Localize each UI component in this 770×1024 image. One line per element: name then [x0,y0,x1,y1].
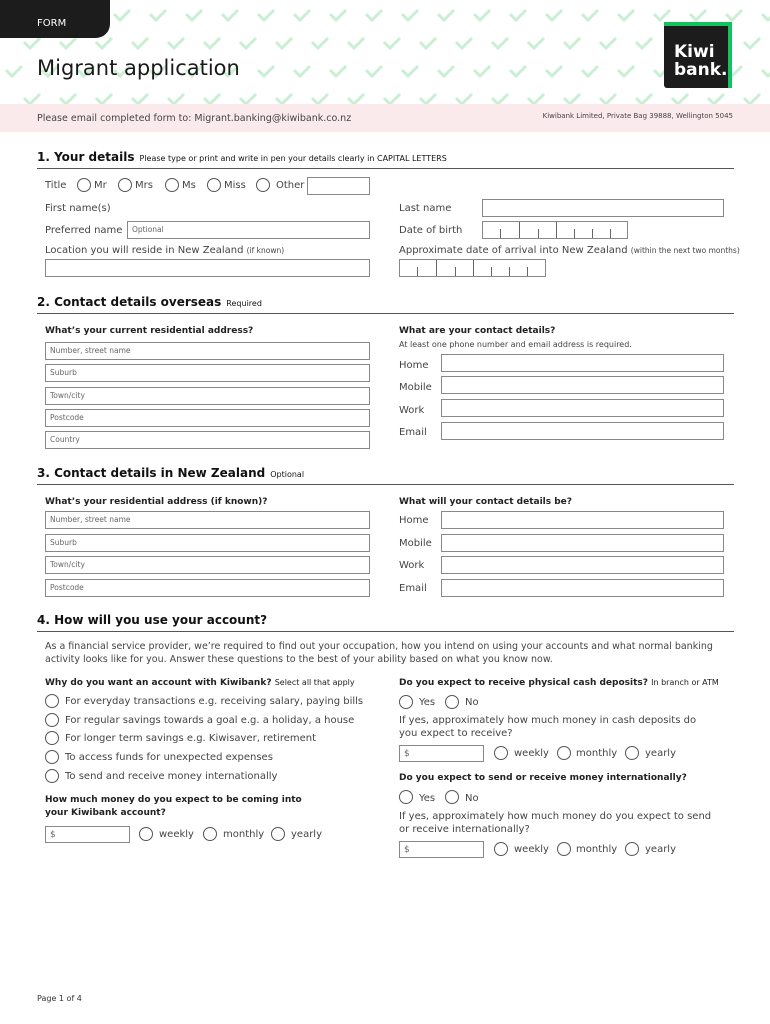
logo-line2: bank. [674,60,728,80]
cash-monthly-radio[interactable] [557,746,571,760]
nz-suburb-input[interactable]: Suburb [45,534,370,552]
page-title: Migrant application [37,56,240,80]
pattern-chevron [366,10,382,20]
pattern-chevron [690,10,706,20]
pattern-chevron [186,10,202,20]
intl-no-radio[interactable] [445,790,459,804]
pattern-chevron [366,66,382,76]
intl-yes-radio[interactable] [399,790,413,804]
cash-yearly-radio[interactable] [625,746,639,760]
title-ms-label: Ms [182,180,196,191]
pattern-chevron [96,94,112,104]
pattern-chevron [762,66,770,76]
pattern-chevron [60,94,76,104]
overseas-postcode-input[interactable]: Postcode [45,409,370,427]
pattern-chevron [582,66,598,76]
cash-amount-input[interactable]: $ [399,745,484,762]
last-name-label: Last name [399,203,452,214]
pattern-chevron [276,38,292,48]
section3-heading: 3. Contact details in New Zealand Optional [37,466,305,480]
pattern-chevron [204,94,220,104]
pattern-chevron [312,38,328,48]
yearly-label: yearly [645,748,677,759]
email-note: Please email completed form to: Migrant.banking@kiwibank.co.nz [37,113,352,124]
home-label: Home [399,515,429,526]
pattern-chevron [456,38,472,48]
pattern-chevron [240,38,256,48]
first-name-label: First name(s) [45,203,111,214]
pattern-chevron [618,66,634,76]
title-label: Title [45,180,67,191]
pattern-chevron [762,10,770,20]
pattern-chevron [276,94,292,104]
overseas-work-input[interactable] [441,399,724,417]
title-mrs-radio[interactable] [118,178,132,192]
pattern-chevron [600,38,616,48]
email-label: Email [399,427,427,438]
pattern-chevron [708,94,724,104]
pattern-chevron [240,94,256,104]
work-label: Work [399,560,425,571]
pattern-chevron [438,10,454,20]
overseas-street-input[interactable]: Number, street name [45,342,370,360]
pattern-chevron [60,38,76,48]
section1-heading: 1. Your details Please type or print and write in pen your details clearly in CAPITAL LETTERS [37,150,447,164]
nz-street-input[interactable]: Number, street name [45,511,370,529]
pattern-chevron [456,94,472,104]
yearly-label: yearly [291,829,323,840]
cash-weekly-radio[interactable] [494,746,508,760]
title-mrs-label: Mrs [135,180,153,191]
email-label: Email [399,583,427,594]
pattern-chevron [96,38,112,48]
pattern-chevron [6,66,22,76]
overseas-home-input[interactable] [441,354,724,372]
pattern-chevron [492,94,508,104]
title-miss-radio[interactable] [207,178,221,192]
pattern-chevron [654,10,670,20]
yes-label: Yes [419,793,436,804]
overseas-suburb-input[interactable]: Suburb [45,364,370,382]
pattern-chevron [168,38,184,48]
arrival-date-input[interactable] [399,259,546,277]
intl-weekly-radio[interactable] [494,842,508,856]
pattern-chevron [474,66,490,76]
nz-work-input[interactable] [441,556,724,574]
no-label: No [465,697,479,708]
intl-question: Do you expect to send or receive money internationally? [399,773,687,783]
pattern-chevron [744,38,760,48]
pattern-chevron [564,94,580,104]
page-number: Page 1 of 4 [37,994,82,1003]
pattern-chevron [510,10,526,20]
nz-city-input[interactable]: Town/city [45,556,370,574]
pattern-chevron [294,66,310,76]
pattern-chevron [132,94,148,104]
money-weekly-radio[interactable] [139,827,153,841]
intl-amount-input[interactable]: $ [399,841,484,858]
pattern-chevron [546,66,562,76]
pattern-chevron [348,38,364,48]
why-option-4-checkbox[interactable] [45,750,59,764]
pattern-chevron [582,10,598,20]
divider [37,484,734,485]
nz-address-question: What’s your residential address (if known)? [45,497,268,507]
weekly-label: weekly [514,844,549,855]
overseas-mobile-input[interactable] [441,376,724,394]
why-option-1-checkbox[interactable] [45,694,59,708]
title-mr-radio[interactable] [77,178,91,192]
cash-no-radio[interactable] [445,695,459,709]
title-miss-label: Miss [224,180,246,191]
pattern-chevron [168,94,184,104]
mobile-label: Mobile [399,382,432,393]
intl-yearly-radio[interactable] [625,842,639,856]
no-label: No [465,793,479,804]
pattern-chevron [510,66,526,76]
divider [37,631,734,632]
intl-amount-question: If yes, approximately how much money do you expect to send or receive internationally? [399,811,712,835]
pattern-chevron [492,38,508,48]
form-tab: FORM [0,0,110,38]
nz-contact-question: What will your contact details be? [399,497,572,507]
section4-heading: 4. How will you use your account? [37,613,268,627]
monthly-label: monthly [576,844,618,855]
pattern-chevron [564,38,580,48]
location-label: Location you will reside in New Zealand (if known) [45,245,285,256]
weekly-label: weekly [159,829,194,840]
bank-address: Kiwibank Limited, Private Bag 39888, Wellington 5045 [542,112,733,120]
dob-label: Date of birth [399,225,463,236]
pattern-chevron [636,38,652,48]
pattern-chevron [24,94,40,104]
cash-question: Do you expect to receive physical cash deposits? In branch or ATM [399,678,719,688]
preferred-name-label: Preferred name [45,225,123,236]
yearly-label: yearly [645,844,677,855]
pattern-chevron [744,94,760,104]
pattern-chevron [330,66,346,76]
overseas-country-input[interactable]: Country [45,431,370,449]
work-label: Work [399,405,425,416]
divider [37,313,734,314]
pattern-chevron [114,10,130,20]
pattern-chevron [258,10,274,20]
overseas-contact-note: At least one phone number and email address is required. [399,340,632,349]
pattern-chevron [672,94,688,104]
section2-heading: 2. Contact details overseas Required [37,295,262,309]
title-other-radio[interactable] [256,178,270,192]
cash-amount-question: If yes, approximately how much money in cash deposits do you expect to receive? [399,715,697,739]
dob-input[interactable] [482,221,628,239]
pattern-chevron [420,38,436,48]
pattern-chevron [24,38,40,48]
preferred-name-input[interactable]: Optional [127,221,370,239]
pattern-chevron [384,94,400,104]
why-option-5-checkbox[interactable] [45,769,59,783]
overseas-address-question: What’s your current residential address? [45,326,254,336]
monthly-label: monthly [223,829,265,840]
pattern-chevron [402,10,418,20]
pattern-chevron [600,94,616,104]
nz-mobile-input[interactable] [441,534,724,552]
pattern-chevron [618,10,634,20]
monthly-label: monthly [576,748,618,759]
cash-yes-radio[interactable] [399,695,413,709]
pattern-chevron [420,94,436,104]
nz-postcode-input[interactable]: Postcode [45,579,370,597]
money-yearly-radio[interactable] [271,827,285,841]
title-ms-radio[interactable] [165,178,179,192]
weekly-label: weekly [514,748,549,759]
pattern-chevron [546,10,562,20]
why-question: Why do you want an account with Kiwibank? Select all that apply [45,678,355,688]
nz-home-input[interactable] [441,511,724,529]
why-option-1-label: For everyday transactions e.g. receiving salary, paying bills [65,696,364,707]
divider [37,168,734,169]
pattern-chevron [132,38,148,48]
money-amount-input[interactable]: $ [45,826,130,843]
yes-label: Yes [419,697,436,708]
logo-line1: Kiwi [674,42,715,62]
money-question: How much money do you expect to be coming into your Kiwibank account? [45,795,302,818]
why-option-3-checkbox[interactable] [45,731,59,745]
section4-intro: As a financial service provider, we’re required to find out your occupation, how you intend on using your accounts and what normal banking activity looks like for you. Answer these questions to the best of your ability based on what you know now. [45,641,713,665]
pattern-chevron [726,10,742,20]
pattern-chevron [150,10,166,20]
why-option-3-label: For longer term savings e.g. Kiwisaver, retirement [65,733,317,744]
mobile-label: Mobile [399,538,432,549]
pattern-chevron [204,38,220,48]
location-input[interactable] [45,259,370,277]
money-monthly-radio[interactable] [203,827,217,841]
pattern-chevron [258,66,274,76]
intl-monthly-radio[interactable] [557,842,571,856]
pattern-chevron [330,10,346,20]
pattern-chevron [438,66,454,76]
home-label: Home [399,360,429,371]
nz-email-input[interactable] [441,579,724,597]
why-option-4-label: To access funds for unexpected expenses [65,752,273,763]
overseas-contact-question: What are your contact details? [399,326,556,336]
overseas-city-input[interactable]: Town/city [45,387,370,405]
pattern-chevron [528,38,544,48]
title-other-input[interactable] [307,177,370,195]
header-pattern [0,0,770,104]
pattern-chevron [636,94,652,104]
pattern-chevron [348,94,364,104]
pattern-chevron [402,66,418,76]
overseas-email-input[interactable] [441,422,724,440]
why-option-2-checkbox[interactable] [45,713,59,727]
kiwibank-logo [664,22,732,88]
why-option-2-label: For regular savings towards a goal e.g. a holiday, a house [65,715,355,726]
pattern-chevron [222,10,238,20]
title-mr-label: Mr [94,180,107,191]
pattern-chevron [528,94,544,104]
last-name-input[interactable] [482,199,724,217]
arrival-label: Approximate date of arrival into New Zealand (within the next two months) [399,245,740,256]
pattern-chevron [294,10,310,20]
pattern-chevron [474,10,490,20]
info-bar [0,104,770,132]
title-other-label: Other [276,180,305,191]
why-option-5-label: To send and receive money internationally [65,771,278,782]
pattern-chevron [384,38,400,48]
pattern-chevron [312,94,328,104]
